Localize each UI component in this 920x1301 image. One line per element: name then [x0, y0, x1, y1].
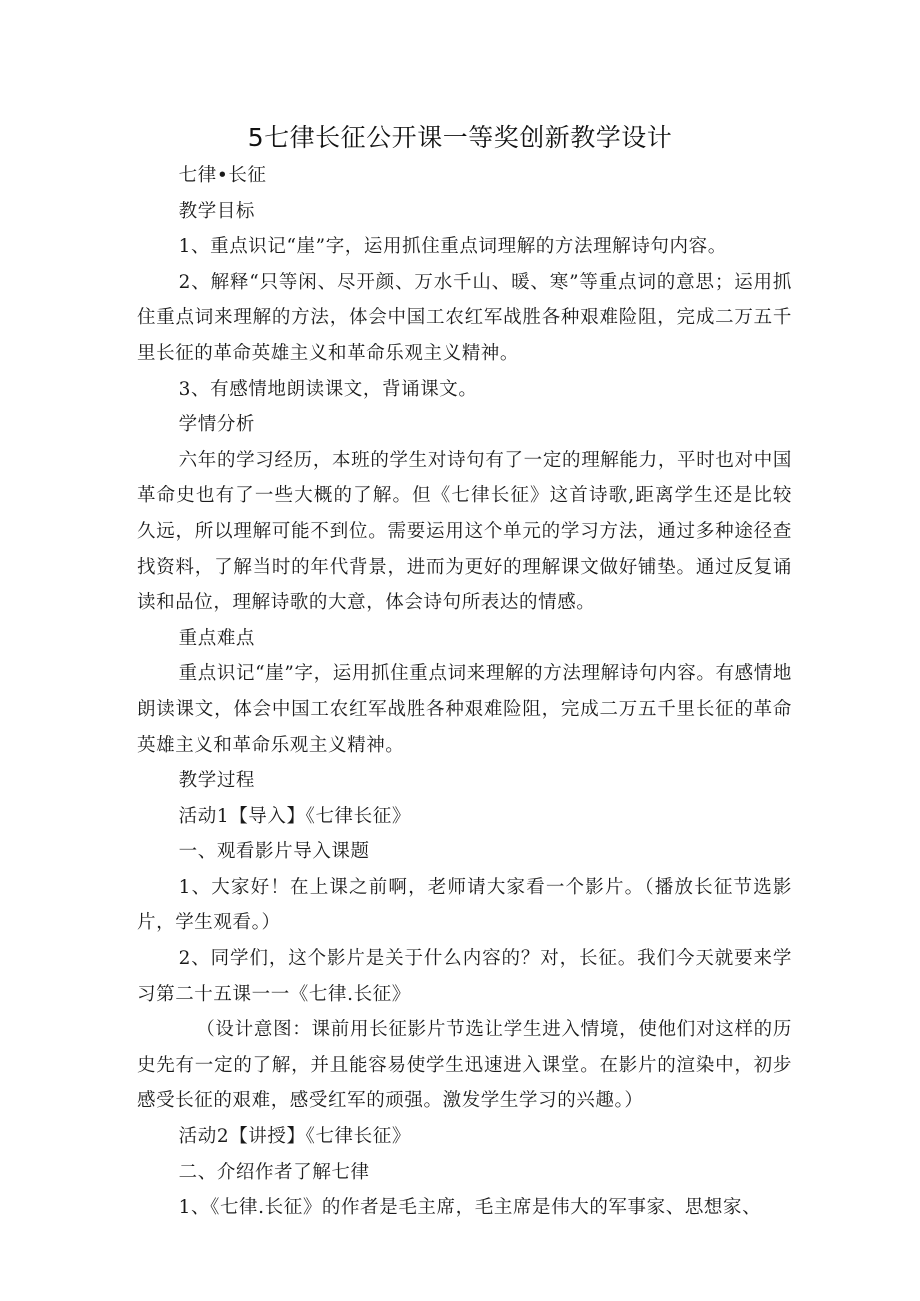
analysis-paragraph: 六年的学习经历，本班的学生对诗句有了一定的理解能力，平时也对中国革命史也有了一些大概的了解。但《七律长征》这首诗歌,距离学生还是比较久远，所以理解可能不到位。需要运用这个单元的学习方法，通过多种途径查找资料，了解当时的年代背景，进而为更好的理解课文做好铺垫。通过反复诵读和品位，理解诗歌的大意，体会诗句所表达的情感。	[137, 449, 792, 614]
objective-3: 3、有感情地朗读课文，背诵课文。	[178, 378, 478, 400]
activity-2-heading: 活动2【讲授】《七律长征》	[178, 1126, 411, 1148]
section-heading-process: 教学过程	[178, 770, 256, 792]
step-2-item-1: 1、《七律.长征》的作者是毛主席，毛主席是伟大的军事家、思想家、	[178, 1197, 762, 1219]
step-1-item-1: 1、大家好！在上课之前啊，老师请大家看一个影片。（播放长征节选影片，学生观看。）	[137, 876, 792, 934]
section-heading-analysis: 学情分析	[178, 414, 256, 436]
objective-1: 1、重点识记“崖”字，运用抓住重点词理解的方法理解诗句内容。	[178, 236, 727, 258]
key-points-paragraph: 重点识记“崖”字，运用抓住重点词来理解的方法理解诗句内容。有感情地朗读课文，体会中国工农红军战胜各种艰难险阻，完成二万五千里长征的革命英雄主义和革命乐观主义精神。	[137, 663, 792, 756]
design-intent-note: （设计意图：课前用长征影片节选让学生进入情境，使他们对这样的历史先有一定的了解，并且能容易使学生迅速进入课堂。在影片的渲染中，初步感受长征的艰难，感受红军的顽强。激发学生学习的兴趣。）	[137, 1019, 792, 1112]
step-2-heading: 二、介绍作者了解七律	[178, 1161, 370, 1183]
lesson-heading: 七律•长征	[178, 165, 267, 186]
activity-1-heading: 活动1【导入】《七律长征》	[178, 805, 411, 827]
step-1-item-2: 2、同学们，这个影片是关于什么内容的？对，长征。我们今天就要来学习第二十五课一一《七律.长征》	[137, 948, 792, 1005]
document-body	[137, 158, 792, 1226]
section-heading-key-points: 重点难点	[178, 627, 256, 649]
section-heading-objectives: 教学目标	[178, 200, 256, 222]
objective-2: 2、解释“只等闲、尽开颜、万水千山、暖、寒”等重点词的意思；运用抓住重点词来理解的方法，体会中国工农红军战胜各种艰难险阻，完成二万五千里长征的革命英雄主义和革命乐观主义精神。	[137, 271, 792, 364]
document-title: 5七律长征公开课一等奖创新教学设计	[247, 123, 673, 152]
step-1-heading: 一、观看影片导入课题	[178, 841, 370, 863]
